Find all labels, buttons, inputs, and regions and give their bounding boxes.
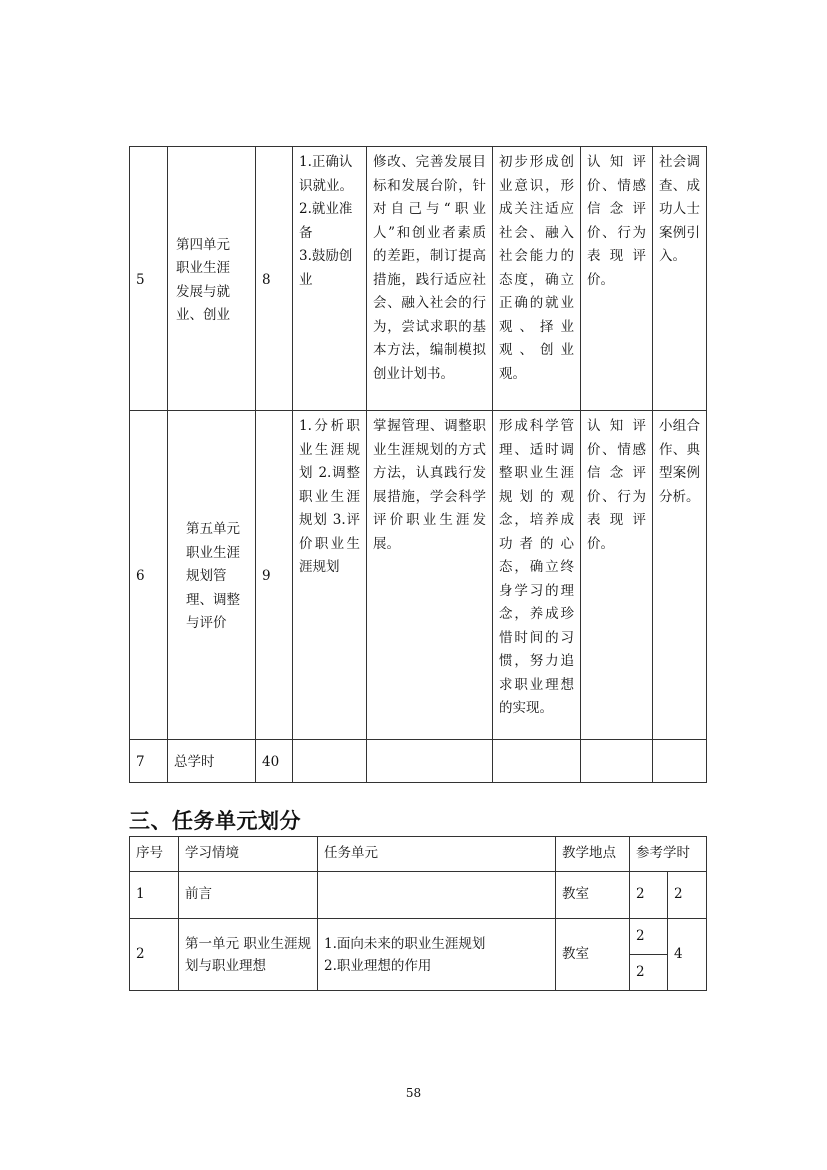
col-header-situation: 学习情境 bbox=[179, 837, 318, 872]
hours-total: 4 bbox=[668, 919, 707, 991]
course-content-table bbox=[129, 146, 707, 783]
header-row bbox=[130, 837, 707, 872]
knowledge-goal: 掌握管理、调整职业生涯规划的方式方法，认真践行发展措施，学会科学评价职业生涯发展。 bbox=[367, 411, 493, 740]
place: 教室 bbox=[556, 872, 630, 919]
assessment: 认知评价、情感信念评价、行为表现评价。 bbox=[581, 411, 653, 740]
table-row bbox=[130, 919, 707, 955]
row-number: 1 bbox=[130, 872, 179, 919]
col-header-no: 序号 bbox=[130, 837, 179, 872]
task-item: 1.面向未来的职业生涯规划 bbox=[324, 935, 486, 952]
knowledge-goal: 修改、完善发展目标和发展台阶，针对自己与“职业人”和创业者素质的差距，制订提高措施，践行适应社会、融入社会的行为，尝试求职的基本方法，编制模拟创业计划书。 bbox=[367, 147, 493, 411]
task-content: 1.分析职业生涯规划 2.调整职业生涯规划 3.评价职业生涯规划 bbox=[293, 411, 367, 740]
hours-a: 2 bbox=[630, 872, 668, 919]
unit-name: 第四单元 职业生涯 发展与就 业、创业 bbox=[168, 147, 256, 411]
quality-goal: 初步形成创业意识，形成关注适应社会、融入社会能力的态度，确立正确的就业观、择业观、创业观。 bbox=[493, 147, 581, 411]
hours: 9 bbox=[256, 411, 293, 740]
hours: 8 bbox=[256, 147, 293, 411]
section-title: 三、任务单元划分 bbox=[129, 809, 301, 833]
task-item: 2.职业理想的作用 bbox=[324, 957, 432, 974]
row-number: 6 bbox=[130, 411, 168, 740]
table-row bbox=[130, 411, 707, 740]
total-row bbox=[130, 740, 707, 783]
task-content: 1.正确认识就业。 2.就业准备 3.鼓励创业 bbox=[293, 147, 367, 411]
row-number: 2 bbox=[130, 919, 179, 991]
total-label: 总学时 bbox=[168, 740, 256, 783]
row-number: 5 bbox=[130, 147, 168, 411]
table-row bbox=[130, 147, 707, 411]
total-hours: 40 bbox=[256, 740, 293, 783]
situation: 第一单元 职业生涯规划与职业理想 bbox=[179, 919, 318, 991]
col-header-hours: 参考学时 bbox=[630, 837, 707, 872]
assessment: 认知评价、情感信念评价、行为表现评价。 bbox=[581, 147, 653, 411]
task-unit bbox=[318, 919, 556, 991]
place: 教室 bbox=[556, 919, 630, 991]
table-row bbox=[130, 872, 707, 919]
hours-a: 2 bbox=[630, 919, 668, 955]
teaching-method: 社会调查、成功人士案例引入。 bbox=[653, 147, 707, 411]
col-header-task: 任务单元 bbox=[318, 837, 556, 872]
quality-goal: 形成科学管理、适时调整职业生涯规划的观念，培养成功者的心态，确立终身学习的理念，养成珍惜时间的习惯，努力追求职业理想的实现。 bbox=[493, 411, 581, 740]
page-number: 58 bbox=[405, 1086, 422, 1100]
teaching-method: 小组合作、典型案例分析。 bbox=[653, 411, 707, 740]
hours-b: 2 bbox=[668, 872, 707, 919]
col-header-place: 教学地点 bbox=[556, 837, 630, 872]
unit-name: 第五单元 职业生涯 规划管 理、调整 与评价 bbox=[168, 411, 256, 740]
task-unit bbox=[318, 872, 556, 919]
situation: 前言 bbox=[179, 872, 318, 919]
row-number: 7 bbox=[130, 740, 168, 783]
task-unit-table bbox=[129, 836, 707, 991]
hours-a: 2 bbox=[630, 955, 668, 991]
